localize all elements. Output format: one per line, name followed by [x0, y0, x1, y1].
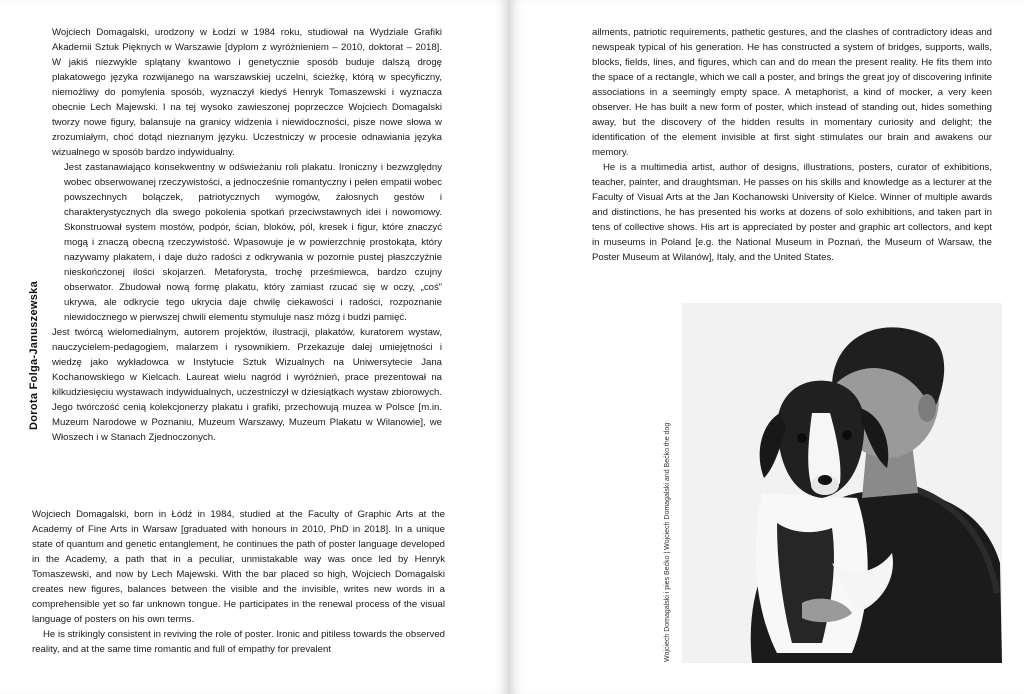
english-paragraph-2-continued: ailments, patriotic requirements, pathetic gestures, and the clashes of contradictory ideas and newspeak typical of his generation. He has constructed a system of bridges, supports, walls, blocks, fields, lines, and figures, which can and do mean the present reality. He fits them into the space of a rectangle, which we call a poster, and brings the great joy of discovering infinite associations in a seemingly empty space. A metaphorist, a kind of mocker, a very keen observer. He has built a new form of poster, which instead of standing out, hides something away, but the discovery of the hidden results in momentary curiosity and delight; the identification of the element invisible at first sight stimulates our brain and awakens our memory.	[592, 27, 992, 158]
polish-intro-paragraph: Wojciech Domagalski, urodzony w Łodzi w 1984 roku, studiował na Wydziale Grafiki Akademii Sztuk Pięknych w Warszawie [dyplom z wyróżnieniem – 2010, doktorat – 2018]. W jakiś niezwykle splątany kwantowo i genetycznie sposób buduje dalszą drogę plakatowego języka rozwijanego na warszawskiej uczelni, ścieżkę, którą w specyficzny, niemożliwy do pomylenia sposób, wyznaczył kiedyś Henryk Tomaszewski i wyznacza obecnie Lech Majewski. I na tej wysoko zawieszonej poprzeczce Wojciech Domagalski tworzy nowe figury, balansuje na granicy widzenia i niewidoczności, pisze nowe słowa w zrozumiałym, choć dotąd nieznanym języku. Uczestniczy w procesie odnawiania języka wizualnego w sposób bardzo indywidualny.	[52, 27, 442, 158]
polish-text	[52, 25, 442, 445]
photo-caption: Wojciech Domagalski i pies Bećko | Wojciech Domagalski and Bećko the dog	[664, 422, 671, 662]
right-page	[510, 0, 1024, 694]
english-paragraph-1: Wojciech Domagalski, born in Łódź in 1984, studied at the Faculty of Graphic Arts at the Academy of Fine Arts in Warsaw [graduated with honours in 2010, PhD in 2018]. In a unique state of quantum and genetic entanglement, he continues the path of poster language developed in the Academy, a path that in a peculiar, unmistakable way was once led by Henryk Tomaszewski, and now by Lech Majewski. With the bar placed so high, Wojciech Domagalski creates new figures, balances between the visible and the invisible, writes new words in a comprehensible yet so far unknown tongue. He participates in the renewal process of the visual language of posters on his own terms.	[32, 509, 445, 625]
polish-bio-paragraph: Jest twórcą wielomedialnym, autorem projektów, ilustracji, plakatów, kuratorem wystaw, nauczycielem-pedagogiem, malarzem i rysownikiem. Przekazuje dalej umiejętności i wiedzę jako wykładowca w Instytucie Sztuk Wizualnych na Uniwersytecie Jana Kochanowskiego w Kielcach. Laureat wielu nagród i wyróżnień, prace prezentował na kilkudziesięciu wystawach indywidualnych, uczestniczył w dziesiątkach wystaw zbiorowych. Jego twórczość cenią kolekcjonerzy plakatu i grafiki, przechowują muzea w Polsce [m.in. Muzeum Narodowe w Poznaniu, Muzeum Warszawy, Muzeum Plakatu w Wilanowie], we Włoszech i w Stanach Zjednoczonych.	[52, 327, 442, 443]
photo-man-holding-dog	[682, 303, 1002, 663]
english-text-left	[32, 507, 445, 657]
polish-quote-paragraph: Jest zastanawiająco konsekwentny w odświeżaniu roli plakatu. Ironiczny i bezwzględny wobec obserwowanej rzeczywistości, a jednocześnie romantyczny i pełen empatii wobec powszechnych bolączek, patriotycznych wymogów, żałosnych gestów i charakterystycznych dla swego pokolenia spotkań przeciwstawnych idei i nowomowy. Skonstruował system mostów, podpór, ścian, bloków, pól, kresek i figur, które znaczyć mogą i znaczą obecną rzeczywistość. Wpasowuje je w powierzchnię prostokąta, który nazywamy plakatem, i daje dużo radości z odkrywania w pozornie pustej płaszczyźnie nieskończonej ilości skojarzeń. Metaforysta, trochę prześmiewca, bardzo czujny obserwator. Zbudował nową formę plakatu, który zamiast rzucać się w oczy, „coś” ukrywa, ale odkrycie tego ukrycia daje chwilę ciekawości i radości, rozpoznanie niewidocznego w pierwszej chwili elementu stymuluje nasz mózg i budzi pamięć.	[64, 162, 442, 323]
english-paragraph-2-start: He is strikingly consistent in reviving the role of poster. Ironic and pitiless towards the observed reality, and at the same time romantic and full of empathy for prevalent	[32, 629, 445, 655]
photo-illustration	[682, 303, 1002, 663]
author-name: Dorota Folga-Januszewska	[28, 280, 40, 430]
english-paragraph-3: He is a multimedia artist, author of designs, illustrations, posters, curator of exhibitions, teacher, painter, and draughtsman. He passes on his skills and knowledge as a lecturer at the Faculty of Visual Arts at the Jan Kochanowski University of Kielce. Winner of multiple awards and distinctions, he has presented his works at dozens of solo exhibitions, and taken part in tens of collective shows. His art is appreciated by poster and graphic art collectors, and kept in museums in Poland [e.g. the National Museum in Poznań, the Museum of Warsaw, the Poster Museum at Wilanów], Italy, and the United States.	[592, 162, 992, 263]
left-page	[0, 0, 508, 694]
english-text-right	[592, 25, 992, 265]
